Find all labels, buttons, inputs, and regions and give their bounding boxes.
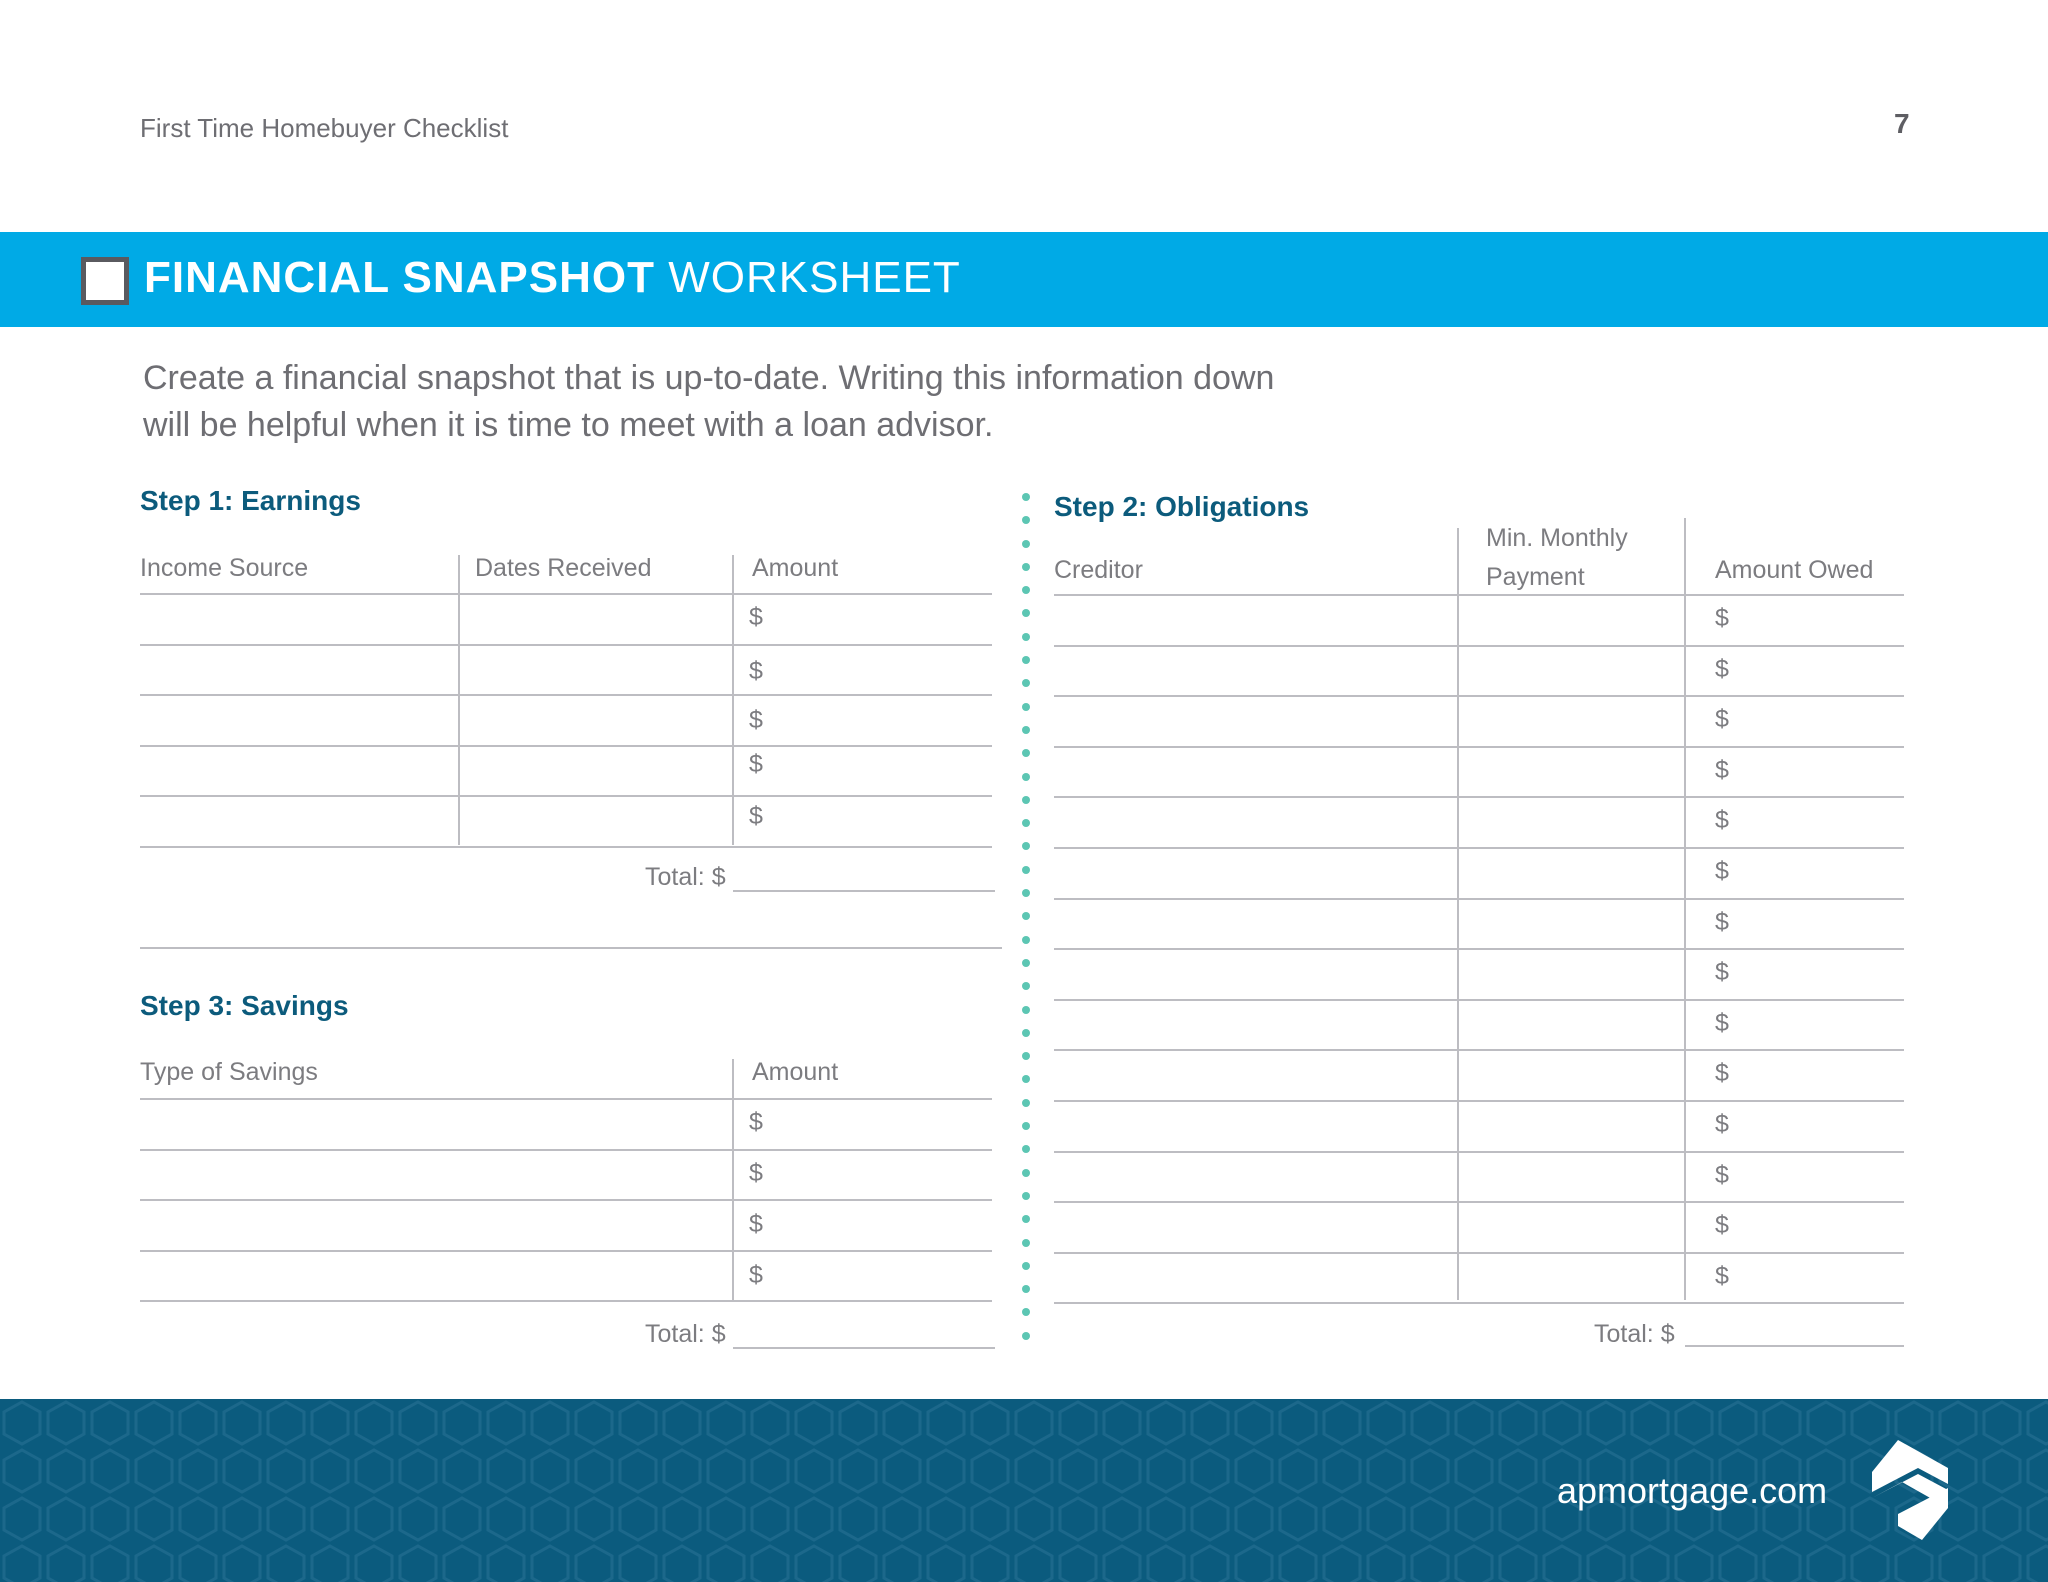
step2-amount-owed-cell[interactable]: $ — [1715, 1211, 1729, 1239]
table-rule — [1054, 1100, 1904, 1102]
table-rule — [140, 1250, 992, 1252]
company-logo-icon — [1868, 1438, 1952, 1542]
table-rule — [140, 846, 992, 848]
divider-dot — [1022, 982, 1030, 990]
divider-dot — [1022, 540, 1030, 548]
divider-dot — [1022, 819, 1030, 827]
step2-amount-owed-cell[interactable]: $ — [1715, 1009, 1729, 1037]
step2-col-amount-owed: Amount Owed — [1715, 556, 1874, 584]
step2-col-payment: Payment — [1486, 563, 1585, 591]
intro-text — [143, 355, 1343, 449]
section-title — [144, 253, 961, 303]
step2-total-label: Total: $ — [1594, 1320, 1675, 1348]
step1-title: Step 1: Earnings — [140, 485, 361, 516]
divider-dot — [1022, 1006, 1030, 1014]
divider-dot — [1022, 959, 1030, 967]
step3-amount-cell[interactable]: $ — [749, 1210, 763, 1238]
table-rule — [140, 1149, 992, 1151]
divider-dot — [1022, 773, 1030, 781]
divider-dot — [1022, 796, 1030, 804]
table-rule — [1054, 1049, 1904, 1051]
step1-column-divider — [732, 555, 734, 845]
step3-col-type-of-savings: Type of Savings — [140, 1058, 318, 1086]
divider-dot — [1022, 1099, 1030, 1107]
divider-dot — [1022, 1285, 1030, 1293]
step2-title: Step 2: Obligations — [1054, 491, 1310, 522]
step2-amount-owed-cell[interactable]: $ — [1715, 604, 1729, 632]
divider-dot — [1022, 866, 1030, 874]
divider-dot — [1022, 936, 1030, 944]
table-rule — [1054, 898, 1904, 900]
table-rule — [1054, 1151, 1904, 1153]
document-title: First Time Homebuyer Checklist — [140, 113, 509, 143]
table-rule — [140, 694, 992, 696]
step2-total-field[interactable] — [1685, 1345, 1904, 1347]
page-number: 7 — [1894, 108, 1910, 139]
step3-column-divider — [732, 1059, 734, 1301]
divider-dot — [1022, 1122, 1030, 1130]
table-rule — [1054, 746, 1904, 748]
divider-dot — [1022, 586, 1030, 594]
step1-amount-cell[interactable]: $ — [749, 657, 763, 685]
divider-dot — [1022, 1215, 1030, 1223]
step2-amount-owed-cell[interactable]: $ — [1715, 1059, 1729, 1087]
step2-amount-owed-cell[interactable]: $ — [1715, 655, 1729, 683]
website-link[interactable]: apmortgage.com — [1557, 1470, 1828, 1511]
table-rule — [1054, 695, 1904, 697]
step2-amount-owed-cell[interactable]: $ — [1715, 908, 1729, 936]
table-rule — [1054, 594, 1904, 596]
table-rule — [1054, 999, 1904, 1001]
step2-column-divider — [1684, 518, 1686, 1300]
step1-col-dates-received: Dates Received — [475, 554, 652, 582]
step2-column-divider — [1457, 528, 1459, 1300]
checkbox-icon[interactable] — [81, 257, 129, 305]
divider-dot — [1022, 1239, 1030, 1247]
step3-title: Step 3: Savings — [140, 990, 349, 1021]
divider-dot — [1022, 703, 1030, 711]
section-title-bold: FINANCIAL SNAPSHOT — [144, 253, 655, 302]
divider-dot — [1022, 493, 1030, 501]
step2-amount-owed-cell[interactable]: $ — [1715, 1110, 1729, 1138]
table-rule — [1054, 847, 1904, 849]
step2-amount-owed-cell[interactable]: $ — [1715, 756, 1729, 784]
divider-dot — [1022, 633, 1030, 641]
divider-dot — [1022, 726, 1030, 734]
step2-amount-owed-cell[interactable]: $ — [1715, 806, 1729, 834]
intro-line-2: will be helpful when it is time to meet with a loan advisor. — [143, 406, 994, 444]
table-rule — [1054, 948, 1904, 950]
step1-col-amount: Amount — [752, 554, 839, 582]
divider-dot — [1022, 1145, 1030, 1153]
table-rule — [140, 644, 992, 646]
step2-amount-owed-cell[interactable]: $ — [1715, 857, 1729, 885]
divider-dot — [1022, 749, 1030, 757]
divider-dot — [1022, 1262, 1030, 1270]
divider-dot — [1022, 656, 1030, 664]
step1-amount-cell[interactable]: $ — [749, 706, 763, 734]
table-rule — [140, 795, 992, 797]
table-rule — [140, 593, 992, 595]
table-rule — [1054, 1302, 1904, 1304]
step2-col-min-monthly: Min. Monthly — [1486, 524, 1628, 552]
divider-dot — [1022, 679, 1030, 687]
divider-dot — [1022, 1192, 1030, 1200]
step2-amount-owed-cell[interactable]: $ — [1715, 705, 1729, 733]
table-rule — [1054, 645, 1904, 647]
table-rule — [1054, 1201, 1904, 1203]
table-rule — [140, 1199, 992, 1201]
step1-total-field[interactable] — [733, 890, 995, 892]
step1-amount-cell[interactable]: $ — [749, 603, 763, 631]
step3-col-amount: Amount — [752, 1058, 839, 1086]
step2-amount-owed-cell[interactable]: $ — [1715, 958, 1729, 986]
divider-dot — [1022, 1052, 1030, 1060]
divider-dot — [1022, 516, 1030, 524]
step3-amount-cell[interactable]: $ — [749, 1159, 763, 1187]
divider-dot — [1022, 1029, 1030, 1037]
step3-amount-cell[interactable]: $ — [749, 1261, 763, 1289]
step1-col-income-source: Income Source — [140, 554, 309, 582]
divider-dot — [1022, 609, 1030, 617]
step3-amount-cell[interactable]: $ — [749, 1108, 763, 1136]
divider-dot — [1022, 563, 1030, 571]
table-rule — [1054, 1252, 1904, 1254]
divider-dot — [1022, 1332, 1030, 1340]
table-rule — [140, 1098, 992, 1100]
table-rule — [1054, 796, 1904, 798]
step2-amount-owed-cell[interactable]: $ — [1715, 1161, 1729, 1189]
step1-total-label: Total: $ — [645, 863, 726, 891]
divider-dot — [1022, 1075, 1030, 1083]
step2-col-creditor: Creditor — [1054, 556, 1143, 584]
divider-dot — [1022, 912, 1030, 920]
table-rule — [140, 745, 992, 747]
step2-amount-owed-cell[interactable]: $ — [1715, 1262, 1729, 1290]
step1-amount-cell[interactable]: $ — [749, 750, 763, 778]
divider-dot — [1022, 889, 1030, 897]
section-title-regular: WORKSHEET — [668, 253, 961, 302]
step3-total-label: Total: $ — [645, 1320, 726, 1348]
divider-dot — [1022, 1308, 1030, 1316]
divider-dot — [1022, 842, 1030, 850]
divider-dot — [1022, 1169, 1030, 1177]
section-separator — [140, 947, 1002, 949]
table-rule — [140, 1300, 992, 1302]
intro-line-1: Create a financial snapshot that is up-to-date. Writing this information down — [143, 359, 1275, 397]
step3-total-field[interactable] — [733, 1347, 995, 1349]
step1-amount-cell[interactable]: $ — [749, 802, 763, 830]
step1-column-divider — [458, 555, 460, 845]
